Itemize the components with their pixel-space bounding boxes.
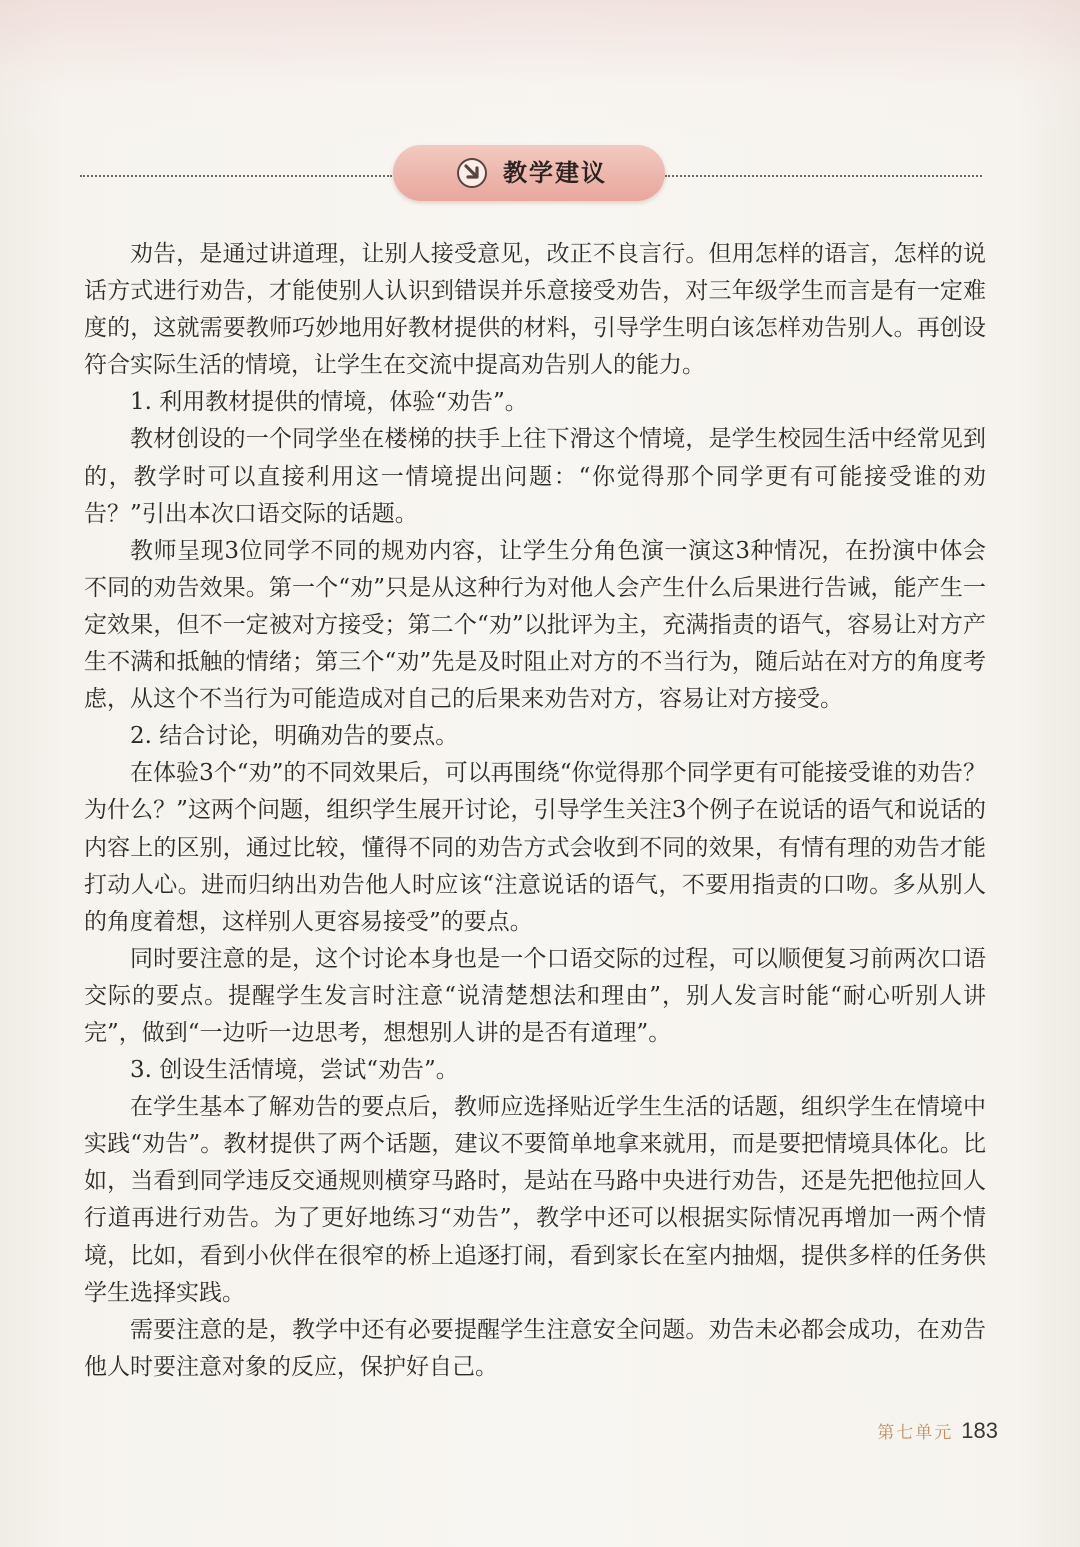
- body-text: [84, 236, 986, 1386]
- arrow-down-right-circle-icon: [456, 157, 488, 189]
- subheading-1: 1. 利用教材提供的情境，体验“劝告”。: [130, 389, 528, 416]
- paragraph: 教材创设的一个同学坐在楼梯的扶手上往下滑这个情境，是学生校园生活中经常见到的，教学时可以直接利用这一情境提出问题：“你觉得那个同学更有可能接受谁的劝告？”引出本次口语交际的话题。: [84, 426, 986, 527]
- subheading-3: 3. 创设生活情境，尝试“劝告”。: [130, 1057, 459, 1084]
- paragraph: 教师呈现3位同学不同的规劝内容，让学生分角色演一演这3种情况，在扮演中体会不同的劝告效果。第一个“劝”只是从这种行为对他人会产生什么后果进行告诫，能产生一定效果，但不一定被对方接受；第二个“劝”以批评为主，充满指责的语气，容易让对方产生不满和抵触的情绪；第三个“劝”先是及时阻止对方的不当行为，随后站在对方的角度考虑，从这个不当行为可能造成对自己的后果来劝告对方，容易让对方接受。: [84, 537, 986, 713]
- section-title-banner: [393, 145, 665, 201]
- section-header: [80, 145, 982, 201]
- page-footer: [877, 1418, 998, 1454]
- paragraph: 同时要注意的是，这个讨论本身也是一个口语交际的过程，可以顺便复习前两次口语交际的要点。提醒学生发言时注意“说清楚想法和理由”，别人发言时能“耐心听别人讲完”，做到“一边听一边思考，想想别人讲的是否有道理”。: [84, 945, 986, 1046]
- paragraph: 在学生基本了解劝告的要点后，教师应选择贴近学生生活的话题，组织学生在情境中实践“劝告”。教材提供了两个话题，建议不要简单地拿来就用，而是要把情境具体化。比如，当看到同学违反交通规则横穿马路时，是站在马路中央进行劝告，还是先把他拉回人行道再进行劝告。为了更好地练习“劝告”，教学中还可以根据实际情况再增加一两个情境，比如，看到小伙伴在很窄的桥上追逐打闹，看到家长在室内抽烟，提供多样的任务供学生选择实践。: [84, 1094, 986, 1306]
- section-title: 教学建议: [503, 159, 607, 187]
- paragraph-intro: 劝告，是通过讲道理，让别人接受意见，改正不良言行。但用怎样的语言，怎样的说话方式进行劝告，才能使别人认识到错误并乐意接受劝告，对三年级学生而言是有一定难度的，这就需要教师巧妙地用好教材提供的材料，引导学生明白该怎样劝告别人。再创设符合实际生活的情境，让学生在交流中提高劝告别人的能力。: [84, 241, 986, 379]
- subheading-2: 2. 结合讨论，明确劝告的要点。: [130, 723, 459, 750]
- dotted-rule-right: [665, 175, 982, 177]
- unit-label: 第七单元: [877, 1423, 954, 1443]
- page-top-shade: [0, 0, 1080, 140]
- paragraph: 在体验3个“劝”的不同效果后，可以再围绕“你觉得那个同学更有可能接受谁的劝告？为什么？”这两个问题，组织学生展开讨论，引导学生关注3个例子在说话的语气和说话的内容上的区别，通过比较，懂得不同的劝告方式会收到不同的效果，有情有理的劝告才能打动人心。进而归纳出劝告他人时应该“注意说话的语气，不要用指责的口吻。多从别人的角度着想，这样别人更容易接受”的要点。: [84, 760, 986, 935]
- page-number: 183: [961, 1418, 998, 1443]
- paragraph: 需要注意的是，教学中还有必要提醒学生注意安全问题。劝告未必都会成功，在劝告他人时要注意对象的反应，保护好自己。: [84, 1316, 986, 1380]
- dotted-rule-left: [80, 175, 392, 177]
